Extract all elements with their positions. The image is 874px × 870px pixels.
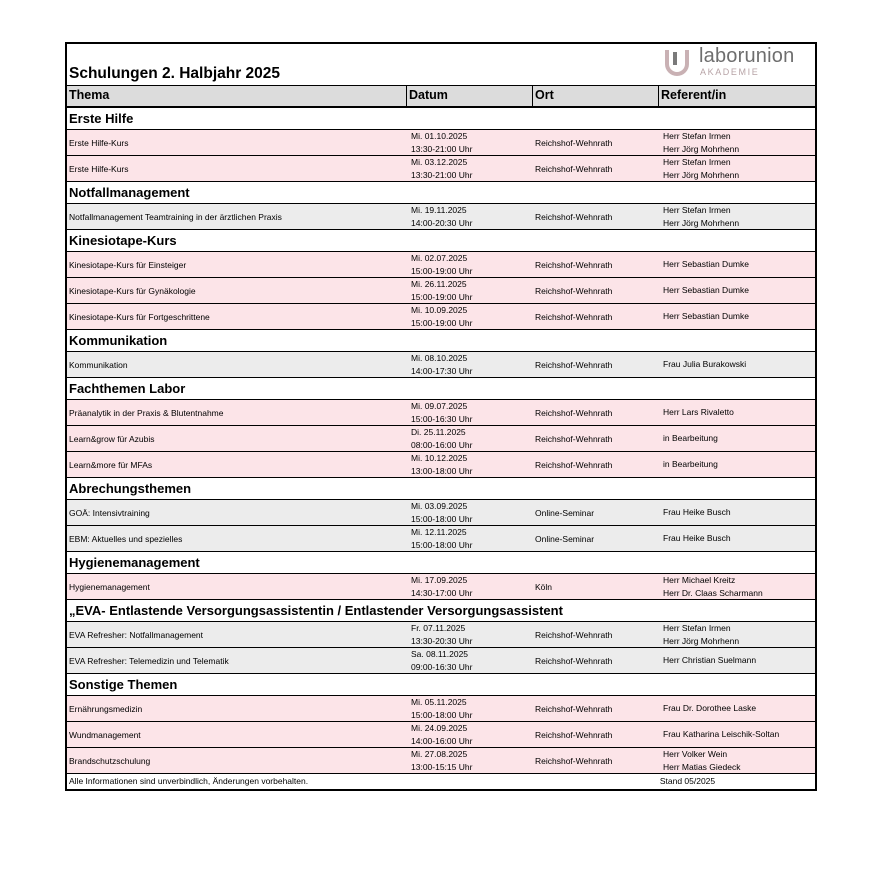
course-date-cell (407, 574, 533, 599)
course-trainer: Frau Heike Busch (663, 533, 731, 543)
course-location: Reichshof-Wehnrath (535, 163, 613, 174)
course-time: 14:00-20:30 Uhr (411, 218, 473, 228)
course-trainer: Herr Christian Suelmann (663, 655, 757, 665)
table-row (67, 304, 815, 330)
table-row (67, 400, 815, 426)
course-trainer-cell (659, 648, 815, 673)
course-topic: Erste Hilfe-Kurs (69, 163, 129, 174)
table-body (67, 108, 815, 774)
course-trainer-cell (659, 278, 815, 303)
course-time: 13:30-21:00 Uhr (411, 170, 473, 180)
course-location: Reichshof-Wehnrath (535, 755, 613, 766)
course-trainer: Herr Michael Kreitz (663, 575, 736, 585)
course-date-cell (407, 648, 533, 673)
table-row (67, 352, 815, 378)
table-row (67, 130, 815, 156)
course-topic: Kinesiotape-Kurs für Gynäkologie (69, 285, 196, 296)
course-location: Online-Seminar (535, 533, 595, 544)
course-date-cell (407, 500, 533, 525)
course-trainer-cell (659, 622, 815, 647)
course-trainer: Frau Dr. Dorothee Laske (663, 703, 757, 713)
section-heading: „EVA- Entlastende Versorgungsassistentin / Entlastender Versorgungsassistent (67, 600, 815, 622)
course-trainer: Herr Jörg Mohrhenn (663, 144, 740, 154)
course-date: Mi. 05.11.2025 (411, 697, 467, 707)
course-date: Mi. 27.08.2025 (411, 749, 468, 759)
table-row (67, 452, 815, 478)
course-date: Mi. 17.09.2025 (411, 575, 468, 585)
course-topic: Präanalytik in der Praxis & Blutentnahme (69, 407, 224, 418)
course-date: Di. 25.11.2025 (411, 427, 466, 437)
course-trainer: in Bearbeitung (663, 459, 718, 469)
course-trainer: Herr Sebastian Dumke (663, 311, 749, 321)
course-trainer-cell (659, 352, 815, 377)
course-date: Mi. 08.10.2025 (411, 353, 468, 363)
course-trainer: Herr Jörg Mohrhenn (663, 170, 740, 180)
course-date-cell (407, 722, 533, 747)
logo-mark-icon (663, 48, 691, 78)
table-row (67, 426, 815, 452)
table-row (67, 278, 815, 304)
course-location: Reichshof-Wehnrath (535, 729, 613, 740)
section-heading: Sonstige Themen (67, 674, 815, 696)
course-date: Mi. 10.09.2025 (411, 305, 468, 315)
course-trainer: Herr Stefan Irmen (663, 131, 731, 141)
course-location: Reichshof-Wehnrath (535, 259, 613, 270)
column-header-referent: Referent/in (661, 88, 727, 102)
page-title: Schulungen 2. Halbjahr 2025 (69, 65, 281, 82)
table-row (67, 622, 815, 648)
course-date-cell (407, 400, 533, 425)
stand-date: Stand 05/2025 (659, 776, 716, 786)
course-location: Reichshof-Wehnrath (535, 211, 613, 222)
course-date-cell (407, 622, 533, 647)
course-date-cell (407, 352, 533, 377)
course-location: Reichshof-Wehnrath (535, 629, 613, 640)
table-row (67, 574, 815, 600)
column-header-ort: Ort (533, 86, 659, 106)
course-trainer-cell (659, 574, 815, 599)
course-date-cell (407, 252, 533, 277)
course-trainer-cell (659, 252, 815, 277)
course-date: Mi. 19.11.2025 (411, 205, 467, 215)
table-row (67, 252, 815, 278)
course-topic: Hygienemanagement (69, 581, 150, 592)
course-date-cell (407, 204, 533, 229)
course-time: 15:00-18:00 Uhr (411, 540, 473, 550)
section-heading: Kommunikation (67, 330, 815, 352)
course-date: Mi. 10.12.2025 (411, 453, 468, 463)
course-trainer-cell (659, 156, 815, 181)
course-trainer: Herr Sebastian Dumke (663, 259, 749, 269)
course-topic: EVA Refresher: Notfallmanagement (69, 629, 204, 640)
course-time: 13:30-20:30 Uhr (411, 636, 473, 646)
section-heading: Hygienemanagement (67, 552, 815, 574)
course-trainer: Herr Stefan Irmen (663, 157, 731, 167)
course-location: Reichshof-Wehnrath (535, 655, 613, 666)
course-topic: EVA Refresher: Telemedizin und Telematik (69, 655, 229, 666)
course-trainer: Herr Stefan Irmen (663, 205, 731, 215)
table-footer (67, 774, 815, 789)
course-topic: Notfallmanagement Teamtraining in der ärztlichen Praxis (69, 211, 282, 222)
title-bar (67, 44, 815, 86)
course-time: 13:00-18:00 Uhr (411, 466, 473, 476)
course-location: Reichshof-Wehnrath (535, 433, 613, 444)
course-location: Köln (535, 581, 553, 592)
course-trainer: Herr Jörg Mohrhenn (663, 636, 740, 646)
logo-subtitle: AKADEMIE (700, 67, 760, 77)
logo-wordmark: laborunion (699, 45, 795, 67)
course-date: Mi. 24.09.2025 (411, 723, 468, 733)
course-topic: Erste Hilfe-Kurs (69, 137, 129, 148)
course-date: Mi. 03.12.2025 (411, 157, 468, 167)
course-date: Fr. 07.11.2025 (411, 623, 466, 633)
table-row (67, 500, 815, 526)
course-topic: Kinesiotape-Kurs für Einsteiger (69, 259, 187, 270)
course-topic: Kommunikation (69, 359, 128, 370)
table-row (67, 722, 815, 748)
course-date-cell (407, 452, 533, 477)
section-heading: Kinesiotape-Kurs (67, 230, 815, 252)
course-location: Reichshof-Wehnrath (535, 459, 613, 470)
course-trainer-cell (659, 696, 815, 721)
course-trainer: Herr Stefan Irmen (663, 623, 731, 633)
course-location: Reichshof-Wehnrath (535, 137, 613, 148)
table-row (67, 156, 815, 182)
course-trainer-cell (659, 400, 815, 425)
course-location: Reichshof-Wehnrath (535, 359, 613, 370)
course-location: Reichshof-Wehnrath (535, 285, 613, 296)
course-trainer-cell (659, 722, 815, 747)
course-location: Online-Seminar (535, 507, 595, 518)
course-time: 15:00-18:00 Uhr (411, 710, 473, 720)
course-trainer-cell (659, 204, 815, 229)
course-location: Reichshof-Wehnrath (535, 703, 613, 714)
section-heading: Notfallmanagement (67, 182, 815, 204)
course-trainer: Frau Heike Busch (663, 507, 731, 517)
course-date: Mi. 02.07.2025 (411, 253, 468, 263)
course-topic: Brandschutzschulung (69, 755, 151, 766)
course-topic: Kinesiotape-Kurs für Fortgeschrittene (69, 311, 210, 322)
course-trainer: Herr Dr. Claas Scharmann (663, 588, 763, 598)
course-date: Mi. 12.11.2025 (411, 527, 467, 537)
course-time: 15:00-18:00 Uhr (411, 514, 473, 524)
course-location: Reichshof-Wehnrath (535, 407, 613, 418)
course-trainer-cell (659, 500, 815, 525)
course-date: Mi. 01.10.2025 (411, 131, 468, 141)
course-trainer: Frau Julia Burakowski (663, 359, 747, 369)
course-time: 08:00-16:00 Uhr (411, 440, 473, 450)
course-trainer-cell (659, 526, 815, 551)
course-date: Mi. 26.11.2025 (411, 279, 467, 289)
course-trainer: Herr Lars Rivaletto (663, 407, 734, 417)
disclaimer-note: Alle Informationen sind unverbindlich, Änderungen vorbehalten. (69, 776, 309, 786)
section-heading: Abrechungsthemen (67, 478, 815, 500)
table-row (67, 204, 815, 230)
course-time: 13:00-15:15 Uhr (411, 762, 473, 772)
course-time: 14:30-17:00 Uhr (411, 588, 473, 598)
course-topic: Wundmanagement (69, 729, 141, 740)
course-trainer: Herr Sebastian Dumke (663, 285, 749, 295)
course-trainer: in Bearbeitung (663, 433, 718, 443)
course-date: Mi. 03.09.2025 (411, 501, 468, 511)
course-topic: Learn&grow für Azubis (69, 433, 155, 444)
course-location: Reichshof-Wehnrath (535, 311, 613, 322)
course-date-cell (407, 156, 533, 181)
course-topic: GOÄ: Intensivtraining (69, 507, 150, 518)
course-time: 15:00-19:00 Uhr (411, 266, 473, 276)
course-time: 09:00-16:30 Uhr (411, 662, 473, 672)
course-date-cell (407, 130, 533, 155)
section-heading: Fachthemen Labor (67, 378, 815, 400)
course-date-cell (407, 304, 533, 329)
course-time: 14:00-17:30 Uhr (411, 366, 473, 376)
course-trainer: Herr Volker Wein (663, 749, 728, 759)
column-header-row (67, 86, 815, 108)
course-time: 15:00-16:30 Uhr (411, 414, 473, 424)
course-date-cell (407, 426, 533, 451)
table-row (67, 648, 815, 674)
course-trainer: Frau Katharina Leischik-Soltan (663, 729, 780, 739)
course-time: 13:30-21:00 Uhr (411, 144, 473, 154)
table-row (67, 696, 815, 722)
course-date-cell (407, 526, 533, 551)
course-date-cell (407, 278, 533, 303)
table-row (67, 748, 815, 774)
course-date-cell (407, 748, 533, 773)
schedule-table (65, 42, 817, 791)
course-date: Mi. 09.07.2025 (411, 401, 468, 411)
course-trainer-cell (659, 748, 815, 773)
column-header-datum: Datum (407, 86, 533, 106)
course-date-cell (407, 696, 533, 721)
course-topic: EBM: Aktuelles und spezielles (69, 533, 183, 544)
course-topic: Learn&more für MFAs (69, 459, 153, 470)
table-row (67, 526, 815, 552)
course-trainer: Herr Jörg Mohrhenn (663, 218, 740, 228)
course-trainer-cell (659, 452, 815, 477)
course-trainer-cell (659, 304, 815, 329)
course-time: 14:00-16:00 Uhr (411, 736, 473, 746)
course-date: Sa. 08.11.2025 (411, 649, 469, 659)
course-time: 15:00-19:00 Uhr (411, 292, 473, 302)
course-trainer-cell (659, 426, 815, 451)
course-time: 15:00-19:00 Uhr (411, 318, 473, 328)
course-trainer: Herr Matias Giedeck (663, 762, 741, 772)
course-trainer-cell (659, 130, 815, 155)
section-heading: Erste Hilfe (67, 108, 815, 130)
laborunion-logo (663, 46, 813, 80)
column-header-thema: Thema (67, 86, 407, 106)
course-topic: Ernährungsmedizin (69, 703, 143, 714)
